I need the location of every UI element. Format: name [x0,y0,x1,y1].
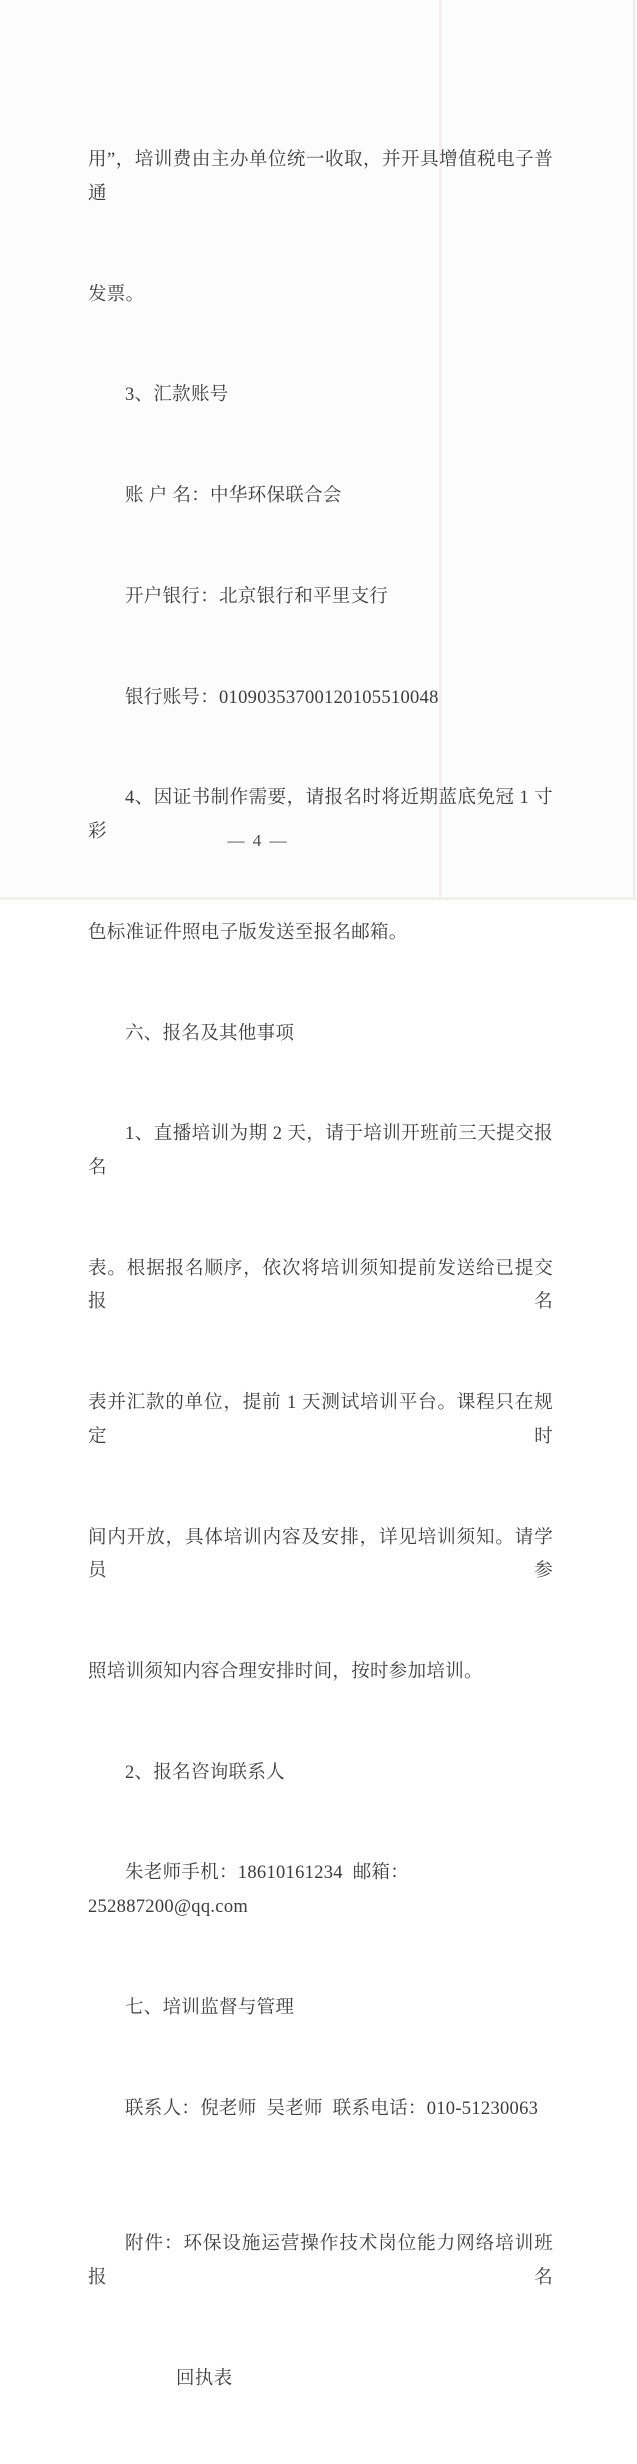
doc-line: 照培训须知内容合理安排时间，按时参加培训。 [88,1661,483,1682]
document-body [88,77,553,2464]
doc-line-section-seven-heading: 七、培训监督与管理 [125,1997,295,2018]
doc-line-bank-account: 银行账号：01090353700120105510048 [125,687,439,708]
doc-line: 用”，培训费由主办单位统一收取，并开具增值税电子普通 [88,150,553,204]
doc-line: 4、因证书制作需要，请报名时将近期蓝底免冠 1 寸彩 [88,788,553,843]
doc-line-contact-info: 朱老师手机：18610161234 邮箱：252887200@qq.com [88,1863,410,1918]
doc-line: 间内开放，具体培训内容及安排，详见培训须知。请学员参 [88,1527,553,1582]
doc-line-account-name: 账 户 名：中华环保联合会 [125,486,342,507]
page-number: — 4 — [227,831,289,850]
doc-line-section-six-heading: 六、报名及其他事项 [125,1023,295,1044]
doc-line-bank-name: 开户银行：北京银行和平里支行 [125,586,389,607]
doc-line-attachment-continued: 回执表 [176,2368,233,2389]
scan-edge-line [633,0,635,900]
doc-line-contact-heading: 2、报名咨询联系人 [125,1762,285,1783]
doc-line-remittance-heading: 3、汇款账号 [125,385,229,406]
doc-line-supervision-contacts: 联系人：倪老师 吴老师 联系电话：010-51230063 [125,2098,539,2119]
doc-line: 色标准证件照电子版发送至报名邮箱。 [88,922,408,943]
doc-line: 发票。 [88,284,145,305]
doc-line-attachment: 附件：环保设施运营操作技术岗位能力网络培训班报名 [88,2234,553,2288]
doc-line: 表并汇款的单位，提前 1 天测试培训平台。课程只在规定时 [88,1393,553,1447]
doc-line: 1、直播培训为期 2 天，请于培训开班前三天提交报名 [88,1124,553,1178]
doc-line: 表。根据报名顺序，依次将培训须知提前发送给已提交报名 [88,1258,553,1313]
